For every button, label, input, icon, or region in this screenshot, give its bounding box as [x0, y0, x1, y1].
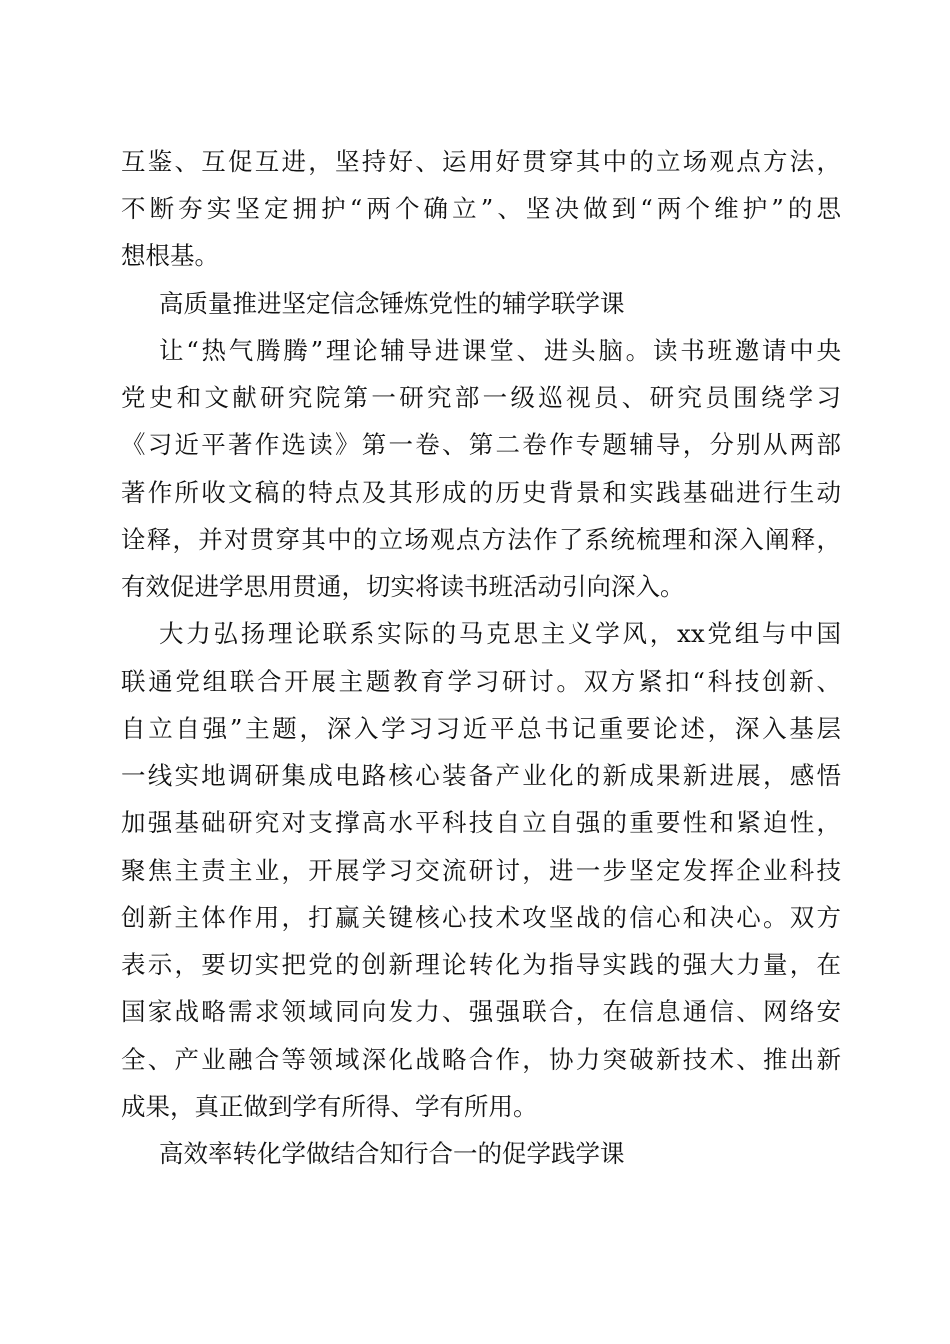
paragraph-line: 全、产业融合等领域深化战略合作，协力突破新技术、推出新 — [121, 1045, 841, 1074]
paragraph-line: 加强基础研究对支撑高水平科技自立自强的重要性和紧迫性， — [121, 808, 841, 837]
paragraph-line: 一线实地调研集成电路核心装备产业化的新成果新进展，感悟 — [121, 761, 841, 790]
section-heading: 高效率转化学做结合知行合一的促学践学课 — [159, 1139, 625, 1168]
paragraph-line: 自立自强”主题，深入学习习近平总书记重要论述，深入基层 — [121, 714, 841, 743]
paragraph-line: 国家战略需求领域同向发力、强强联合，在信息通信、网络安 — [121, 997, 841, 1026]
paragraph-line: 诠释，并对贯穿其中的立场观点方法作了系统梳理和深入阐释， — [121, 525, 841, 554]
paragraph-line: 想根基。 — [121, 241, 219, 270]
paragraph-line: 党史和文献研究院第一研究部一级巡视员、研究员围绕学习 — [121, 383, 841, 412]
paragraph-line: 著作所收文稿的特点及其形成的历史背景和实践基础进行生动 — [121, 478, 841, 507]
paragraph-line: 创新主体作用，打赢关键核心技术攻坚战的信心和决心。双方 — [121, 903, 841, 932]
section-heading: 高质量推进坚定信念锤炼党性的辅学联学课 — [159, 289, 625, 318]
paragraph-line: 大力弘扬理论联系实际的马克思主义学风，xx党组与中国 — [159, 619, 841, 648]
paragraph-line: 有效促进学思用贯通，切实将读书班活动引向深入。 — [121, 572, 685, 601]
paragraph-line: 互鉴、互促互进，坚持好、运用好贯穿其中的立场观点方法， — [121, 147, 841, 176]
paragraph-line: 表示，要切实把党的创新理论转化为指导实践的强大力量，在 — [121, 950, 841, 979]
paragraph-line: 联通党组联合开展主题教育学习研讨。双方紧扣“科技创新、 — [121, 667, 841, 696]
paragraph-line: 不断夯实坚定拥护“两个确立”、坚决做到“两个维护”的思 — [121, 194, 841, 223]
paragraph-line: 《习近平著作选读》第一卷、第二卷作专题辅导，分别从两部 — [121, 430, 841, 459]
paragraph-line: 聚焦主责主业，开展学习交流研讨，进一步坚定发挥企业科技 — [121, 856, 841, 885]
paragraph-line: 成果，真正做到学有所得、学有所用。 — [121, 1092, 538, 1121]
paragraph-line: 让“热气腾腾”理论辅导进课堂、进头脑。读书班邀请中央 — [159, 336, 841, 365]
